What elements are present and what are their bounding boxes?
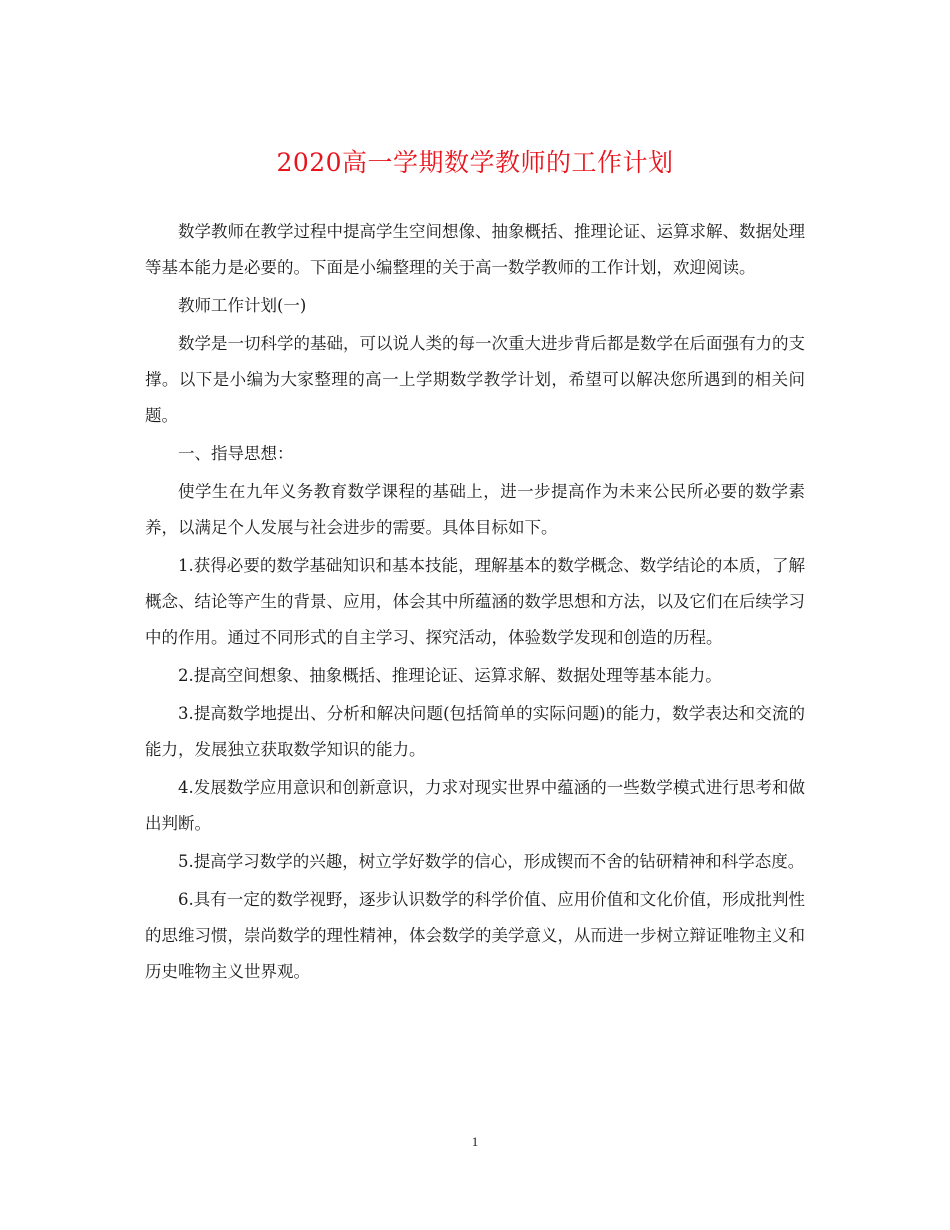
goal-item-2: 2.提高空间想象、抽象概括、推理论证、运算求解、数据处理等基本能力。 (178, 666, 722, 685)
section-heading-guiding-thought: 一、指导思想： (178, 444, 294, 463)
paragraph-math-foundation: 数学是一切科学的基础，可以说人类的每一次重大进步背后都是数学在后面强有力的支撑。以下是小编为大家整理的高一上学期数学教学计划，希望可以解决您所遇到的相关问题。 (145, 334, 805, 425)
paragraph-goals-intro: 使学生在九年义务教育数学课程的基础上，进一步提高作为未来公民所必要的数学素养，以满足个人发展与社会进步的需要。具体目标如下。 (145, 482, 805, 537)
page-number: 1 (471, 1134, 479, 1149)
section-heading-plan-1: 教师工作计划(一) (178, 296, 307, 315)
goal-item-5: 5.提高学习数学的兴趣，树立学好数学的信心，形成锲而不舍的钻研精神和科学态度。 (178, 852, 805, 871)
document-title: 2020高一学期数学教师的工作计划 (276, 148, 674, 177)
goal-item-4: 4.发展数学应用意识和创新意识，力求对现实世界中蕴涵的一些数学模式进行思考和做出判断。 (145, 778, 805, 833)
goal-item-1: 1.获得必要的数学基础知识和基本技能，理解基本的数学概念、数学结论的本质，了解概念、结论等产生的背景、应用，体会其中所蕴涵的数学思想和方法，以及它们在后续学习中的作用。通过不同形式的自主学习、探究活动，体验数学发现和创造的历程。 (145, 556, 805, 647)
goal-item-6: 6.具有一定的数学视野，逐步认识数学的科学价值、应用价值和文化价值，形成批判性的思维习惯，崇尚数学的理性精神，体会数学的美学意义，从而进一步树立辩证唯物主义和历史唯物主义世界观。 (145, 890, 805, 981)
document-body (145, 214, 805, 992)
intro-paragraph: 数学教师在教学过程中提高学生空间想像、抽象概括、推理论证、运算求解、数据处理等基本能力是必要的。下面是小编整理的关于高一数学教师的工作计划，欢迎阅读。 (145, 222, 805, 277)
goal-item-3: 3.提高数学地提出、分析和解决问题(包括简单的实际问题)的能力，数学表达和交流的能力，发展独立获取数学知识的能力。 (145, 704, 805, 759)
